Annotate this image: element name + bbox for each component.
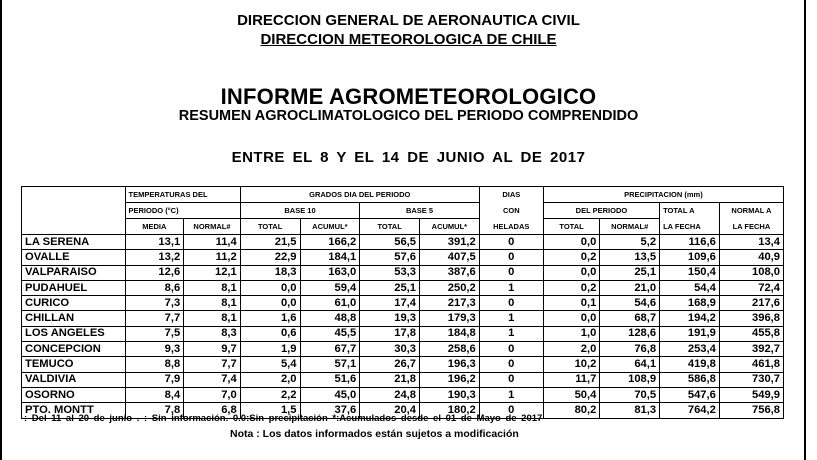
- b5-total-cell: 30,3: [360, 342, 420, 357]
- precip-total-cell: 11,7: [543, 372, 600, 387]
- station-cell: CHILLAN: [22, 311, 126, 326]
- b5-total-cell: 26,7: [360, 357, 420, 372]
- normal-fecha-cell: 108,0: [719, 265, 783, 280]
- precip-total-cell: 0,2: [543, 280, 600, 295]
- b10-total-cell: 1,9: [240, 342, 300, 357]
- total-fecha-cell: 547,6: [660, 387, 720, 402]
- grados-header: GRADOS DIA DEL PERIODO: [240, 187, 479, 203]
- normal-cell: 8,1: [184, 280, 241, 295]
- precip-total-cell: 1,0: [543, 326, 600, 341]
- station-cell: PUDAHUEL: [22, 280, 126, 295]
- media-cell: 8,4: [125, 387, 184, 402]
- normal-cell: 11,4: [184, 235, 241, 250]
- b10-acum-cell: 45,5: [300, 326, 360, 341]
- normal-cell: 7,4: [184, 372, 241, 387]
- normal-fecha-cell: 392,7: [719, 342, 783, 357]
- total-fecha-cell: 116,6: [660, 235, 720, 250]
- station-cell: LA SERENA: [22, 235, 126, 250]
- table-row: [22, 296, 784, 311]
- base10-header: BASE 10: [240, 203, 360, 219]
- base5-header: BASE 5: [360, 203, 480, 219]
- media-cell: 8,8: [125, 357, 184, 372]
- station-cell: CONCEPCION: [22, 342, 126, 357]
- b5-total-header: TOTAL: [360, 219, 420, 235]
- normal-cell: 8,1: [184, 296, 241, 311]
- dias-helada-cell: 0: [479, 342, 543, 357]
- media-header: MEDIA: [125, 219, 184, 235]
- table-row: [22, 357, 784, 372]
- b10-total-cell: 0,6: [240, 326, 300, 341]
- b10-acum-cell: 48,8: [300, 311, 360, 326]
- b10-acum-cell: 57,1: [300, 357, 360, 372]
- normal-fecha-cell: 756,8: [719, 403, 783, 418]
- table-row: [22, 342, 784, 357]
- b10-acum-cell: 51,6: [300, 372, 360, 387]
- normal-cell: 9,7: [184, 342, 241, 357]
- footer-note: Nota : Los datos informados están sujetos a modificación: [230, 428, 519, 440]
- precip-normal-cell: 5,2: [600, 235, 660, 250]
- total-fecha-cell: 191,9: [660, 326, 720, 341]
- b5-acum-header: ACUMUL*: [420, 219, 480, 235]
- media-cell: 7,3: [125, 296, 184, 311]
- station-cell: VALDIVIA: [22, 372, 126, 387]
- b5-total-cell: 17,4: [360, 296, 420, 311]
- footer-legend: : Del 11 al 20 de junio . : Sin información. 0.0:Sin precipitación *:Acumulados desde el 01 de Mayo de 2017: [24, 413, 543, 424]
- b5-acum-cell: 407,5: [420, 250, 480, 265]
- station-header: [22, 187, 126, 203]
- dias-helada-cell: 0: [479, 235, 543, 250]
- b5-total-cell: 57,6: [360, 250, 420, 265]
- station-cell: VALPARAISO: [22, 265, 126, 280]
- dias-helada-cell: 0: [479, 357, 543, 372]
- b10-total-header: TOTAL: [240, 219, 300, 235]
- media-cell: 13,1: [125, 235, 184, 250]
- station-cell: CURICO: [22, 296, 126, 311]
- media-cell: 7,9: [125, 372, 184, 387]
- table-row: [22, 372, 784, 387]
- p-normal-header: NORMAL#: [600, 219, 660, 235]
- precip-normal-cell: 64,1: [600, 357, 660, 372]
- normal-cell: 11,2: [184, 250, 241, 265]
- total-fecha-cell: 54,4: [660, 280, 720, 295]
- b5-acum-cell: 250,2: [420, 280, 480, 295]
- precip-normal-cell: 128,6: [600, 326, 660, 341]
- dias-helada-cell: 1: [479, 387, 543, 402]
- b10-total-cell: 1,5: [240, 403, 300, 418]
- temp-header-2: PERIODO (°C): [125, 203, 240, 219]
- normal-fecha-cell: 72,4: [719, 280, 783, 295]
- b5-total-cell: 19,3: [360, 311, 420, 326]
- normal-cell: 6,8: [184, 403, 241, 418]
- normal-fecha-cell: 730,7: [719, 372, 783, 387]
- normal-fecha-cell: 40,9: [719, 250, 783, 265]
- b5-acum-cell: 196,2: [420, 372, 480, 387]
- precip-total-cell: 80,2: [543, 403, 600, 418]
- normal-fecha-cell: 396,8: [719, 311, 783, 326]
- precip-total-cell: 0,0: [543, 235, 600, 250]
- media-cell: 7,5: [125, 326, 184, 341]
- b5-total-cell: 21,8: [360, 372, 420, 387]
- b10-acum-cell: 37,6: [300, 403, 360, 418]
- report-subtitle: RESUMEN AGROCLIMATOLOGICO DEL PERIODO COMPRENDIDO: [178, 108, 639, 124]
- normal-fecha-cell: 455,8: [719, 326, 783, 341]
- normal-fecha-header-2: LA FECHA: [719, 219, 783, 235]
- dias-header-2: CON: [479, 203, 543, 219]
- b10-acum-cell: 59,4: [300, 280, 360, 295]
- station-header-2: [22, 203, 126, 219]
- station-cell: PTO. MONTT: [22, 403, 126, 418]
- b5-acum-cell: 179,3: [420, 311, 480, 326]
- precip-total-cell: 2,0: [543, 342, 600, 357]
- table-row: [22, 235, 784, 250]
- b10-total-cell: 18,3: [240, 265, 300, 280]
- dias-helada-cell: 1: [479, 280, 543, 295]
- table-row: [22, 280, 784, 295]
- b5-acum-cell: 258,6: [420, 342, 480, 357]
- normal-fecha-cell: 549,9: [719, 387, 783, 402]
- precip-normal-cell: 81,3: [600, 403, 660, 418]
- precip-total-cell: 0,0: [543, 265, 600, 280]
- total-fecha-cell: 109,6: [660, 250, 720, 265]
- b10-acum-cell: 67,7: [300, 342, 360, 357]
- dias-helada-cell: 0: [479, 403, 543, 418]
- precip-total-cell: 0,1: [543, 296, 600, 311]
- total-fecha-cell: 253,4: [660, 342, 720, 357]
- del-periodo-header: DEL PERIODO: [543, 203, 659, 219]
- normal-fecha-cell: 461,8: [719, 357, 783, 372]
- normal-cell: 7,0: [184, 387, 241, 402]
- precip-normal-cell: 21,0: [600, 280, 660, 295]
- report-period: ENTRE EL 8 Y EL 14 DE JUNIO AL DE 2017: [231, 149, 586, 166]
- b5-acum-cell: 184,8: [420, 326, 480, 341]
- precip-normal-cell: 54,6: [600, 296, 660, 311]
- table-row: [22, 250, 784, 265]
- total-fecha-header-1: TOTAL A: [660, 203, 720, 219]
- normal-cell: 7,7: [184, 357, 241, 372]
- media-cell: 7,7: [125, 311, 184, 326]
- precip-normal-cell: 76,8: [600, 342, 660, 357]
- precip-normal-cell: 70,5: [600, 387, 660, 402]
- b10-total-cell: 2,2: [240, 387, 300, 402]
- total-fecha-cell: 150,4: [660, 265, 720, 280]
- b10-acum-cell: 61,0: [300, 296, 360, 311]
- precip-normal-cell: 13,5: [600, 250, 660, 265]
- precip-total-cell: 50,4: [543, 387, 600, 402]
- b5-acum-cell: 180,2: [420, 403, 480, 418]
- temp-header-1: TEMPERATURAS DEL: [125, 187, 240, 203]
- table-row: [22, 387, 784, 402]
- normal-fecha-cell: 13,4: [719, 235, 783, 250]
- precip-total-cell: 0,2: [543, 250, 600, 265]
- b5-total-cell: 24,8: [360, 387, 420, 402]
- b5-acum-cell: 196,3: [420, 357, 480, 372]
- dias-helada-cell: 0: [479, 265, 543, 280]
- b10-acum-cell: 45,0: [300, 387, 360, 402]
- normal-header: NORMAL#: [184, 219, 241, 235]
- report-title: INFORME AGROMETEOROLOGICO: [220, 84, 597, 109]
- org-line-1: DIRECCION GENERAL DE AERONAUTICA CIVIL: [237, 12, 580, 29]
- dias-header-1: DIAS: [479, 187, 543, 203]
- precip-normal-cell: 108,9: [600, 372, 660, 387]
- normal-fecha-header-1: NORMAL A: [719, 203, 783, 219]
- b10-acum-cell: 163,0: [300, 265, 360, 280]
- table-row: [22, 311, 784, 326]
- b10-total-cell: 0,0: [240, 280, 300, 295]
- media-cell: 12,6: [125, 265, 184, 280]
- total-fecha-cell: 194,2: [660, 311, 720, 326]
- b5-acum-cell: 190,3: [420, 387, 480, 402]
- normal-cell: 8,3: [184, 326, 241, 341]
- dias-helada-cell: 1: [479, 326, 543, 341]
- precip-total-cell: 10,2: [543, 357, 600, 372]
- total-fecha-cell: 419,8: [660, 357, 720, 372]
- dias-header-3: HELADAS: [479, 219, 543, 235]
- media-cell: 8,6: [125, 280, 184, 295]
- station-cell: LOS ANGELES: [22, 326, 126, 341]
- total-fecha-cell: 764,2: [660, 403, 720, 418]
- precip-normal-cell: 68,7: [600, 311, 660, 326]
- b5-total-cell: 25,1: [360, 280, 420, 295]
- b5-total-cell: 20,4: [360, 403, 420, 418]
- precip-header: PRECIPITACION (mm): [543, 187, 783, 203]
- b10-acum-header: ACUMUL*: [300, 219, 360, 235]
- dias-helada-cell: 0: [479, 250, 543, 265]
- table-row: [22, 326, 784, 341]
- agro-table: [21, 186, 784, 419]
- b10-total-cell: 1,6: [240, 311, 300, 326]
- table-row: [22, 265, 784, 280]
- dias-helada-cell: 0: [479, 296, 543, 311]
- station-header-3: [22, 219, 126, 235]
- media-cell: 13,2: [125, 250, 184, 265]
- media-cell: 7,8: [125, 403, 184, 418]
- b10-total-cell: 0,0: [240, 296, 300, 311]
- b10-acum-cell: 184,1: [300, 250, 360, 265]
- b10-total-cell: 5,4: [240, 357, 300, 372]
- total-fecha-header-2: LA FECHA: [660, 219, 720, 235]
- precip-total-cell: 0,0: [543, 311, 600, 326]
- b5-total-cell: 56,5: [360, 235, 420, 250]
- total-fecha-cell: 168,9: [660, 296, 720, 311]
- p-total-header: TOTAL: [543, 219, 600, 235]
- normal-cell: 12,1: [184, 265, 241, 280]
- normal-fecha-cell: 217,6: [719, 296, 783, 311]
- b10-total-cell: 2,0: [240, 372, 300, 387]
- b10-total-cell: 22,9: [240, 250, 300, 265]
- b10-acum-cell: 166,2: [300, 235, 360, 250]
- dias-helada-cell: 1: [479, 311, 543, 326]
- b5-acum-cell: 387,6: [420, 265, 480, 280]
- b5-acum-cell: 217,3: [420, 296, 480, 311]
- station-cell: OSORNO: [22, 387, 126, 402]
- b10-total-cell: 21,5: [240, 235, 300, 250]
- org-line-2: DIRECCION METEOROLOGICA DE CHILE: [260, 31, 557, 48]
- precip-normal-cell: 25,1: [600, 265, 660, 280]
- total-fecha-cell: 586,8: [660, 372, 720, 387]
- b5-total-cell: 17,8: [360, 326, 420, 341]
- media-cell: 9,3: [125, 342, 184, 357]
- station-cell: TEMUCO: [22, 357, 126, 372]
- normal-cell: 8,1: [184, 311, 241, 326]
- dias-helada-cell: 0: [479, 372, 543, 387]
- station-cell: OVALLE: [22, 250, 126, 265]
- b5-acum-cell: 391,2: [420, 235, 480, 250]
- b5-total-cell: 53,3: [360, 265, 420, 280]
